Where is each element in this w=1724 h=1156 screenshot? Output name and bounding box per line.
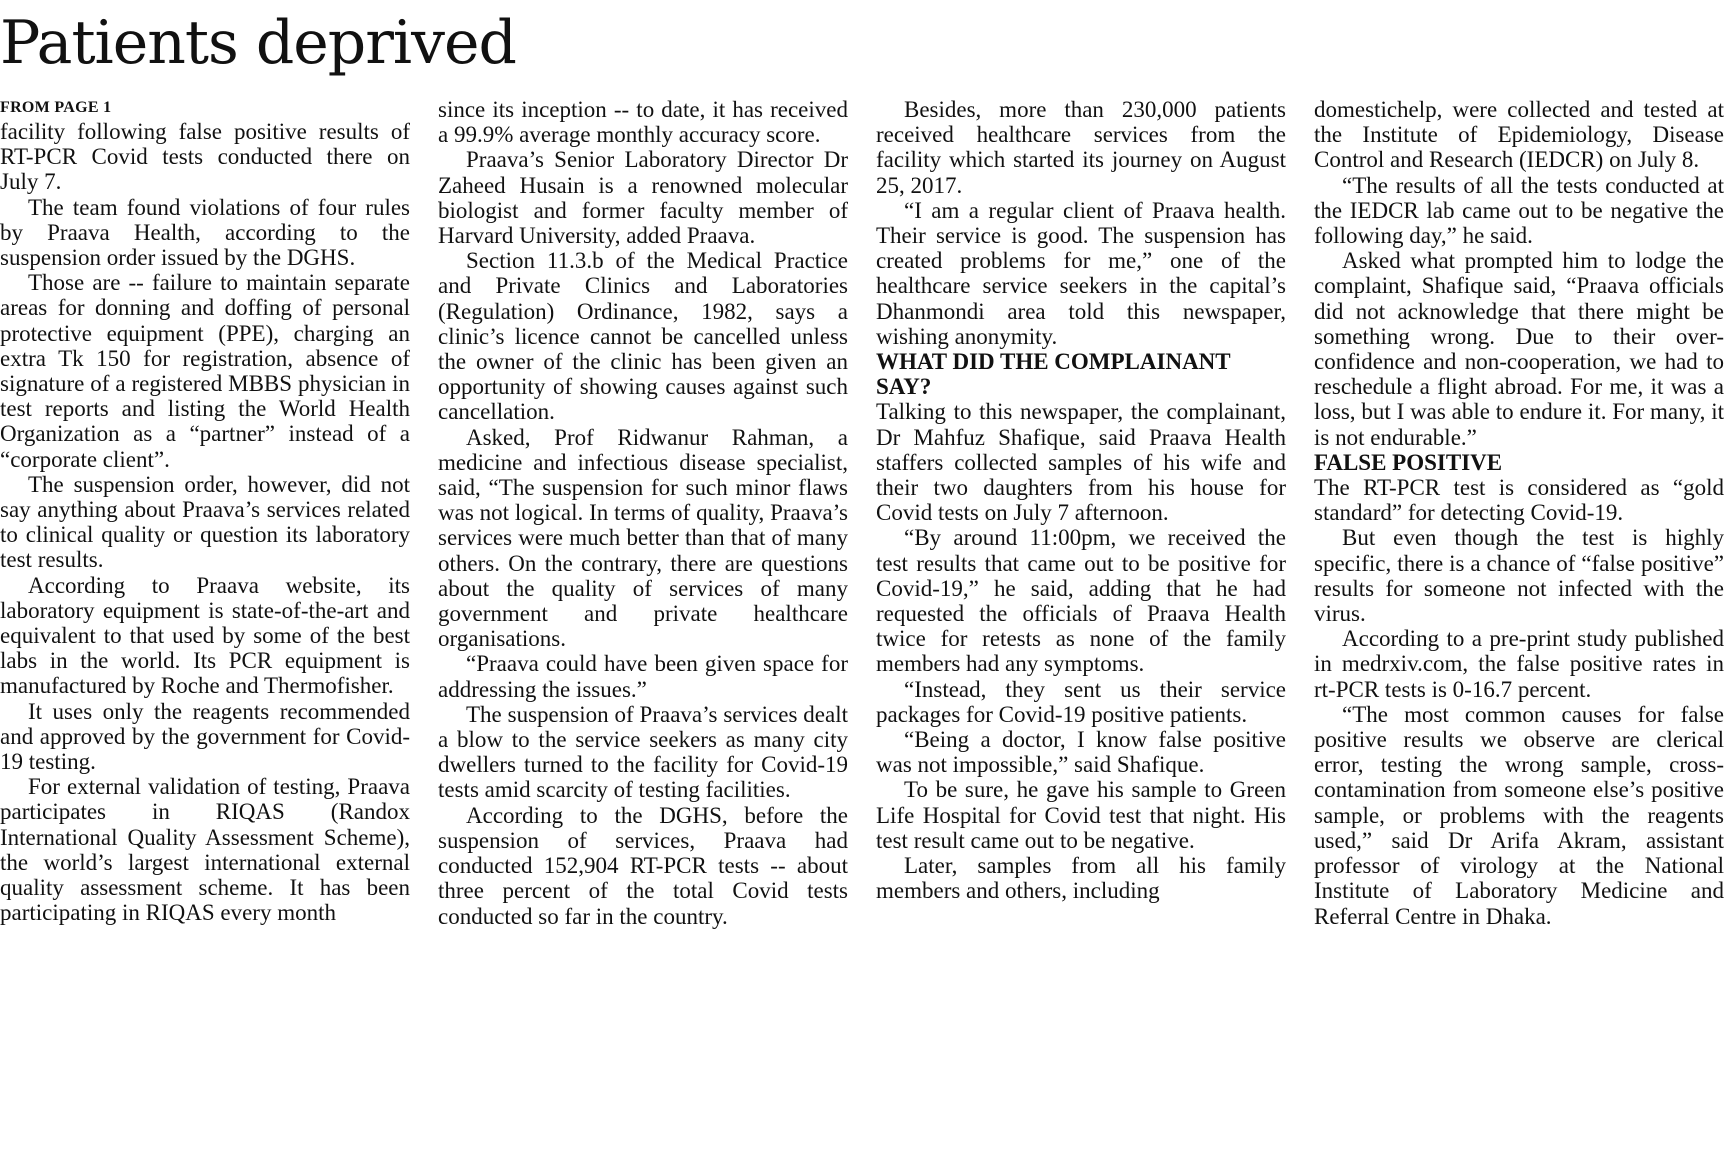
paragraph: The team found violations of four rules by Praava Health, according to the suspension order issued by the DGHS.: [0, 194, 410, 271]
paragraph: Asked what prompted him to lodge the complaint, Shafique said, “Praava officials did not acknowledge that there might be something wrong. Due to their over-confidence and non-cooperation, we had to reschedule a flight abroad. For me, it was a loss, but I was able to endure it. For many, it is not endurable.”: [1314, 248, 1724, 450]
kicker-from-page: FROM PAGE 1: [0, 99, 112, 116]
subheading: FALSE POSITIVE: [1314, 449, 1503, 475]
paragraph: Those are -- failure to maintain separate areas for donning and doffing of personal protective equipment (PPE), charging an extra Tk 150 for registration, absence of signature of a registered MBBS physician in test reports and listing the World Health Organization as a “partner” instead of a “corporate client”.: [0, 270, 410, 472]
paragraph: Later, samples from all his family members and others, including: [876, 853, 1286, 904]
paragraph: “Praava could have been given space for addressing the issues.”: [438, 651, 848, 702]
headline: Patients deprived: [0, 8, 516, 78]
subheading: WHAT DID THE COMPLAINANT SAY?: [876, 349, 1231, 400]
paragraph: Praava’s Senior Laboratory Director Dr Zaheed Husain is a renowned molecular biologist and former faculty member of Harvard University, added Praava.: [438, 147, 848, 249]
column-2: [438, 97, 848, 1155]
paragraph: According to a pre-print study published in medrxiv.com, the false positive rates in rt-PCR tests is 0-16.7 percent.: [1314, 626, 1724, 702]
paragraph: Section 11.3.b of the Medical Practice and Private Clinics and Laboratories (Regulation) Ordinance, 1982, says a clinic’s licence cannot be cancelled unless the owner of the clinic has been given an opportunity of showing causes against such cancellation.: [438, 248, 848, 425]
paragraph: Asked, Prof Ridwanur Rahman, a medicine and infectious disease specialist, said, “The suspension for such minor flaws was not logical. In terms of quality, Praava’s services were much better than that of many others. On the contrary, there are questions about the quality of services of many government and private healthcare organisations.: [438, 424, 848, 652]
paragraph: “By around 11:00pm, we received the test results that came out to be positive for Covid-19,” he said, adding that he had requested the officials of Praava Health twice for retests as none of the family members had any symptoms.: [876, 525, 1286, 677]
column-1: [0, 97, 410, 1155]
paragraph: But even though the test is highly specific, there is a chance of “false positive” results for someone not infected with the virus.: [1314, 525, 1724, 627]
paragraph: “The most common causes for false positive results we observe are clerical error, testing the wrong sample, cross-contamination from someone else’s positive sample, or problems with the reagents used,” said Dr Arifa Akram, assistant professor of virology at the National Institute of Laboratory Medicine and Referral Centre in Dhaka.: [1314, 701, 1724, 929]
paragraph: Talking to this newspaper, the complainant, Dr Mahfuz Shafique, said Praava Health staffers collected samples of his wife and their two daughters from his house for Covid tests on July 7 afternoon.: [876, 399, 1286, 526]
paragraph: “The results of all the tests conducted at the IEDCR lab came out to be negative the following day,” he said.: [1314, 172, 1724, 249]
paragraph: “Being a doctor, I know false positive was not impossible,” said Shafique.: [876, 727, 1286, 778]
paragraph: To be sure, he gave his sample to Green Life Hospital for Covid test that night. His test result came out to be negative.: [876, 777, 1286, 853]
paragraph: Besides, more than 230,000 patients received healthcare services from the facility which started its journey on August 25, 2017.: [876, 97, 1286, 198]
paragraph: For external validation of testing, Praava participates in RIQAS (Randox International Quality Assessment Scheme), the world’s largest international external quality assessment scheme. It has been participating in RIQAS every month: [0, 774, 410, 926]
paragraph: facility following false positive results of RT-PCR Covid tests conducted there on July 7.: [0, 119, 410, 195]
paragraph: “Instead, they sent us their service packages for Covid-19 positive patients.: [876, 676, 1286, 727]
paragraph: The suspension of Praava’s services dealt a blow to the service seekers as many city dwellers turned to the facility for Covid-19 tests amid scarcity of testing facilities.: [438, 701, 848, 803]
paragraph: The RT-PCR test is considered as “gold standard” for detecting Covid-19.: [1314, 475, 1724, 526]
paragraph: It uses only the reagents recommended and approved by the government for Covid-19 testing.: [0, 698, 410, 775]
paragraph: According to the DGHS, before the suspension of services, Praava had conducted 152,904 RT-PCR tests -- about three percent of the total Covid tests conducted so far in the country.: [438, 802, 848, 929]
column-3: [876, 97, 1286, 1155]
paragraph: since its inception -- to date, it has received a 99.9% average monthly accuracy score.: [438, 97, 848, 148]
column-4: [1314, 97, 1724, 1155]
paragraph: According to Praava website, its laboratory equipment is state-of-the-art and equivalent to that used by some of the best labs in the world. Its PCR equipment is manufactured by Roche and Thermofisher.: [0, 572, 410, 699]
paragraph: “I am a regular client of Praava health. Their service is good. The suspension has created problems for me,” one of the healthcare service seekers in the capital’s Dhanmondi area told this newspaper, wishing anonymity.: [876, 197, 1286, 349]
paragraph: The suspension order, however, did not say anything about Praava’s services related to clinical quality or question its laboratory test results.: [0, 471, 410, 573]
paragraph: domestichelp, were collected and tested at the Institute of Epidemiology, Disease Control and Research (IEDCR) on July 8.: [1314, 97, 1724, 173]
